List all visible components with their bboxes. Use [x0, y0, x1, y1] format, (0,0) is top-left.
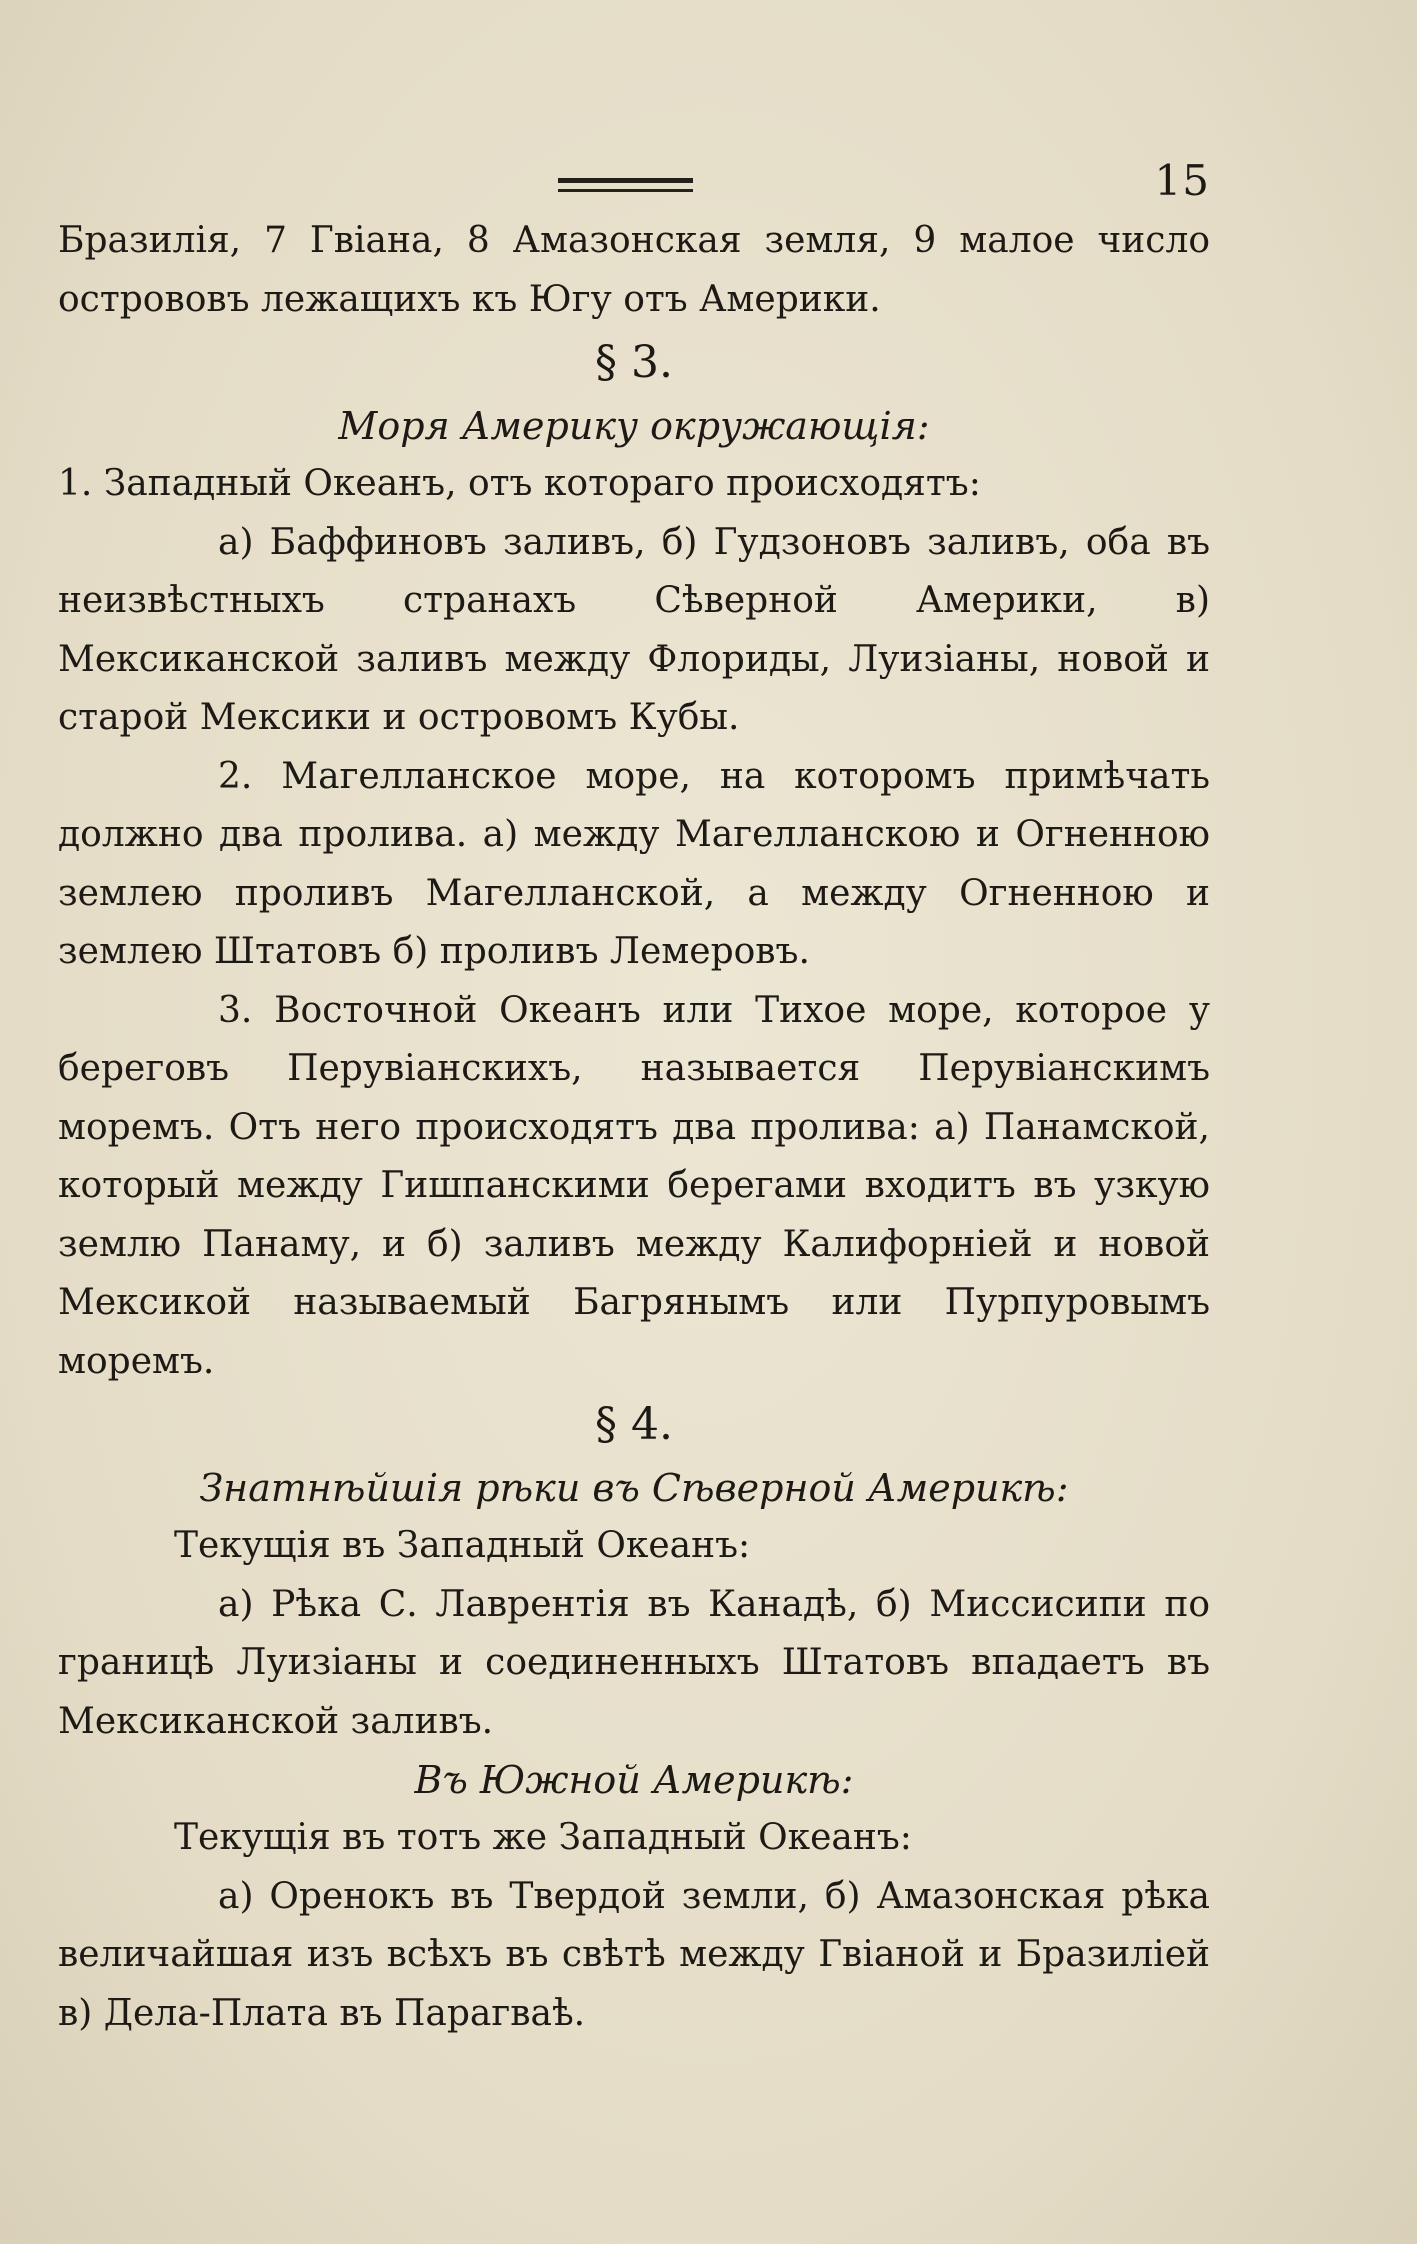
section-4-heading: Знатнѣйшія рѣки въ Сѣверной Америкѣ:: [199, 1466, 1069, 1510]
section-3-item-2: 2. Магелланское море, на которомъ примѣчать должно два пролива. а) между Магелланскою и Огненною землею проливъ Магелланской, а между Огненною и землею Штатовъ б) проливъ Лемеровъ.: [58, 755, 1210, 972]
section-4-south-heading: Въ Южной Америкѣ:: [414, 1758, 854, 1802]
section-4-west-lead: Текущія въ Западный Океанъ:: [174, 1525, 751, 1566]
section-3-heading: Моря Америку окружающія:: [338, 404, 930, 448]
section-3-item-1-lead: 1. Западный Океанъ, отъ котораго происходятъ:: [58, 463, 981, 504]
intro-paragraph: Бразилія, 7 Гвіана, 8 Амазонская земля, 9 малое число острововъ лежащихъ къ Югу отъ Америки.: [58, 220, 1210, 320]
section-3-mark: § 3.: [595, 337, 673, 388]
page-header: [58, 150, 1210, 210]
section-4-mark: § 4.: [595, 1399, 673, 1450]
section-3-item-1-body: а) Баффиновъ заливъ, б) Гудзоновъ заливъ, оба въ неизвѣстныхъ странахъ Сѣверной Америки, в) Мексиканской заливъ между Флориды, Луизіаны, новой и старой Мексики и островомъ Кубы.: [58, 521, 1210, 738]
page-body: [58, 212, 1210, 2043]
book-page: [58, 150, 1210, 2043]
section-4-south-body: а) Оренокъ въ Твердой земли, б) Амазонская рѣка величайшая изъ всѣхъ въ свѣтѣ между Гвіаной и Бразиліей в) Дела-Плата въ Парагваѣ.: [58, 1875, 1210, 2034]
page-number: 15: [1154, 156, 1210, 205]
section-3-item-3: 3. Восточной Океанъ или Тихое море, которое у береговъ Перувіанскихъ, называется Перувіанскимъ моремъ. Отъ него происходятъ два пролива: а) Панамской, который между Гишпанскими берегами входитъ въ узкую землю Панаму, и б) заливъ между Калифорніей и новой Мексикой называемый Багрянымъ или Пурпуровымъ моремъ.: [58, 989, 1210, 1382]
section-4-south-lead: Текущія въ тотъ же Западный Океанъ:: [174, 1817, 912, 1858]
section-4-west-body: а) Рѣка С. Лаврентія въ Канадѣ, б) Миссисипи по границѣ Луизіаны и соединенныхъ Штатовъ впадаетъ въ Мексиканской заливъ.: [58, 1583, 1210, 1742]
header-rule: [558, 178, 693, 192]
